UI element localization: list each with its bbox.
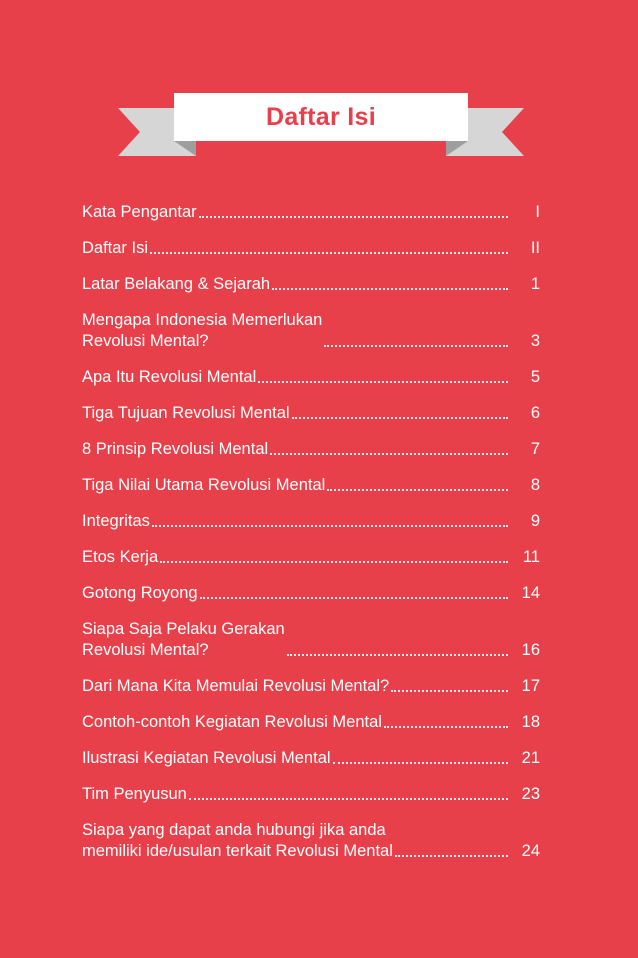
toc-entry-title-line2: Etos Kerja: [82, 548, 159, 566]
toc-entry-title: [82, 547, 158, 568]
dot-leader: [287, 654, 508, 656]
toc-entry-title: [82, 820, 393, 862]
toc-entry[interactable]: [82, 403, 540, 424]
toc-entry[interactable]: [82, 367, 540, 388]
toc-entry-title: [82, 784, 187, 805]
toc-entry[interactable]: [82, 583, 540, 604]
toc-entry-title: [82, 511, 150, 532]
dot-leader: [160, 561, 508, 563]
toc-entry-title-line2: Revolusi Mental?: [82, 332, 209, 350]
toc-entry[interactable]: [82, 748, 540, 769]
toc-page-number: 5: [530, 368, 540, 386]
toc-entry[interactable]: [82, 820, 540, 862]
dot-leader: [384, 726, 508, 728]
toc-entry-title-line2: Tiga Tujuan Revolusi Mental: [82, 404, 290, 422]
toc-entry-title-line1: Mengapa Indonesia Memerlukan: [82, 311, 323, 329]
toc-entry[interactable]: [82, 475, 540, 496]
toc-entry[interactable]: [82, 238, 540, 259]
toc-entry-title-line2: Apa Itu Revolusi Mental: [82, 368, 257, 386]
toc-entry[interactable]: [82, 274, 540, 295]
toc-page-number: 23: [521, 785, 540, 803]
toc-entry-title: [82, 619, 285, 661]
dot-leader: [391, 690, 508, 692]
toc-page-number: II: [530, 239, 540, 257]
toc-entry-title: [82, 712, 382, 733]
toc-page-number: 14: [521, 584, 540, 602]
toc-entry[interactable]: [82, 547, 540, 568]
toc-entry[interactable]: [82, 676, 540, 697]
dot-leader: [270, 453, 508, 455]
toc-entry-title-line2: Gotong Royong: [82, 584, 198, 602]
title-ribbon: [0, 0, 638, 170]
dot-leader: [327, 489, 508, 491]
toc-entry-title-line2: Dari Mana Kita Memulai Revolusi Mental?: [82, 677, 390, 695]
toc-entry-title-line2: Tim Penyusun: [82, 785, 187, 803]
toc-entry[interactable]: [82, 712, 540, 733]
toc-page-number: 3: [530, 332, 540, 350]
dot-leader: [199, 216, 508, 218]
dot-leader: [150, 252, 508, 254]
toc-entry-title: [82, 202, 197, 223]
toc-entry-title: [82, 475, 325, 496]
toc-entry[interactable]: [82, 202, 540, 223]
dot-leader: [152, 525, 508, 527]
dot-leader: [272, 288, 508, 290]
toc-entry-title-line2: Ilustrasi Kegiatan Revolusi Mental: [82, 749, 331, 767]
ribbon-graphic: [0, 0, 638, 170]
dot-leader: [395, 855, 508, 857]
toc-entry-title-line2: 8 Prinsip Revolusi Mental: [82, 440, 269, 458]
toc-page-number: 1: [530, 275, 540, 293]
table-of-contents: [82, 202, 540, 877]
toc-entry-title: [82, 310, 322, 352]
toc-entry-title-line1: Siapa yang dapat anda hubungi jika anda: [82, 821, 386, 839]
toc-page-number: 11: [522, 548, 540, 566]
toc-entry-title: [82, 676, 389, 697]
toc-entry-title: [82, 367, 256, 388]
toc-entry-title: [82, 439, 268, 460]
toc-entry[interactable]: [82, 619, 540, 661]
toc-entry-title-line2: Daftar Isi: [82, 239, 149, 257]
dot-leader: [292, 417, 508, 419]
toc-entry-title-line2: Kata Pengantar: [82, 203, 197, 221]
dot-leader: [258, 381, 508, 383]
toc-page-number: 21: [521, 749, 540, 767]
toc-entry-title: [82, 748, 331, 769]
toc-entry-title-line2: memiliki ide/usulan terkait Revolusi Mental: [82, 842, 393, 860]
toc-entry-title-line2: Revolusi Mental?: [82, 641, 209, 659]
toc-page-number: 17: [521, 677, 540, 695]
toc-page-number: 7: [530, 440, 540, 458]
toc-entry[interactable]: [82, 511, 540, 532]
toc-page-number: 9: [530, 512, 540, 530]
toc-entry[interactable]: [82, 439, 540, 460]
toc-entry-title: [82, 238, 148, 259]
dot-leader: [324, 345, 508, 347]
toc-entry[interactable]: [82, 310, 540, 352]
toc-entry-title-line2: Integritas: [82, 512, 150, 530]
toc-entry-title: [82, 403, 290, 424]
toc-page-number: 24: [521, 842, 540, 860]
toc-entry-title-line1: Siapa Saja Pelaku Gerakan: [82, 620, 285, 638]
toc-entry-title: [82, 274, 270, 295]
toc-page-number: 18: [521, 713, 540, 731]
page-title: Daftar Isi: [266, 102, 376, 131]
toc-page-number: 16: [521, 641, 540, 659]
toc-entry[interactable]: [82, 784, 540, 805]
dot-leader: [189, 798, 508, 800]
dot-leader: [200, 597, 508, 599]
toc-entry-title: [82, 583, 198, 604]
toc-entry-title-line2: Tiga Nilai Utama Revolusi Mental: [82, 476, 326, 494]
toc-page-number: 8: [530, 476, 540, 494]
toc-page-number: 6: [530, 404, 540, 422]
toc-entry-title-line2: Latar Belakang & Sejarah: [82, 275, 271, 293]
dot-leader: [333, 762, 508, 764]
toc-entry-title-line2: Contoh-contoh Kegiatan Revolusi Mental: [82, 713, 382, 731]
toc-page-number: I: [535, 203, 540, 221]
